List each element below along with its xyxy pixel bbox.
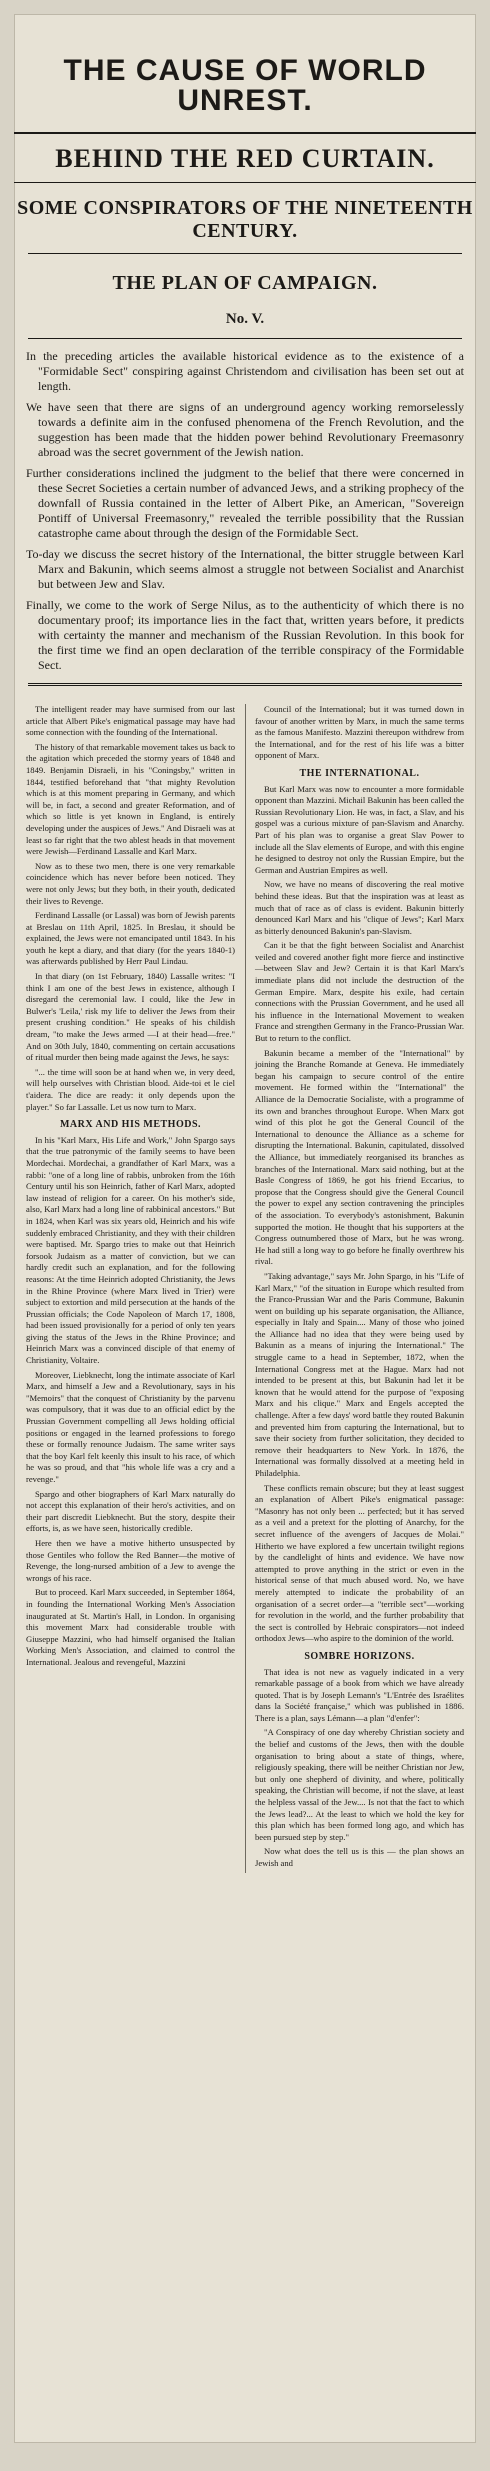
- divider: [28, 338, 462, 339]
- body-paragraph: Now, we have no means of discovering the real motive behind these ideas. But that the inspiration was at least as much that of race as of class is evident. Bakunin bitterly denounced Karl Marx and his "clique of Jews"; Karl Marx as bitterly denounced Bakunin's pan-Slavism.: [255, 879, 464, 936]
- divider: [28, 253, 462, 254]
- body-paragraph: Moreover, Liebknecht, long the intimate associate of Karl Marx, and himself a Jew and a Revolutionary, says in his "Memoirs" that the conquest of Christianity by the parvenu was compulsory, that it was due to an official edict by the Prussian Government compelling all Jews holding official positions or engaged in the learned professions to forego these or formally renounce Judaism. The same writer says that the boy Karl felt keenly this insult to his race, of which he was so proud, and that "his whole life was a cry and a revenge.": [26, 1369, 235, 1484]
- body-paragraph: Here then we have a motive hitherto unsuspected by those Gentiles who follow the Red Banner—the motive of Revenge, the long-nursed ambition of a Jew to avenge the wrongs of his race.: [26, 1537, 235, 1583]
- body-paragraph: But to proceed. Karl Marx succeeded, in September 1864, in founding the International Working Men's Association inaugurated at St. Martin's Hall, in London. In organising this movement Marx had considerable trouble with Giuseppe Mazzini, who had himself organised the Italian Working Men's Association, and claimed to control the International. Jealous and revengeful, Mazzini: [26, 1587, 235, 1667]
- body-paragraph: "Taking advantage," says Mr. John Spargo, in his "Life of Karl Marx," "of the situation in Europe which resulted from the Franco-Prussian War and the Paris Commune, Bakunin went on building up his separate organisation, the Alliance, especially in Italy and Spain.... Many of those who joined the Alliance had no idea that they were being used by Bakunin as a means of injuring the International." The struggle came to a head in September, 1872, when the International Congress met at the Hague. Marx had not intended to be present at this, but Bakunin had let it be known that he would attend for the purpose of "exposing Marx and his clique." Marx and Engels accepted the challenge. After a few days' word battle they routed Bakunin and prevented him from capturing the International, but to save their society from further solicitation, they decided to remove their headquarters to New York. In 1876, the International was formally dissolved at a meeting held in Philadelphia.: [255, 1270, 464, 1478]
- left-column: [26, 704, 235, 1873]
- body-columns: [14, 696, 476, 1873]
- body-paragraph: Can it be that the fight between Socialist and Anarchist veiled and covered another fight more fierce and instinctive—between Slav and Jew? Certain it is that Karl Marx's immediate plans did not include the destruction of the German Empire. Marx, despite his exile, had certain connections with the Prussian Government, and he used all his influence in the International Movement to weaken France and strengthen Germany in the Franco-Prussian War. But to return to the conflict.: [255, 940, 464, 1044]
- body-paragraph: Now what does the tell us is this — the plan shows an Jewish and: [255, 1846, 464, 1868]
- body-paragraph: In that diary (on 1st February, 1840) Lassalle writes: "I think I am one of the best Jews in existence, although I disregard the ceremonial law. I could, like the Jew in Bulwer's 'Leila,' risk my life to deliver the Jews from their present crushing condition." He speaks of his childish dream, "to make the Jews armed —I at their head—free." And on 30th July, 1840, commenting on certain accusations of ritual murder then being made against the Jews, he says:: [26, 971, 235, 1063]
- subheading-curtain: BEHIND THE RED CURTAIN.: [14, 132, 476, 183]
- body-paragraph: Bakunin became a member of the "International" by joining the Branche Romande at Geneva. He immediately began his campaign to secure control of the entire movement. He formed within the "International" the Alliance de la Democratie Socialiste, with a programme of its own and branches throughout Europe. When Marx got wind of this plot he got the General Council of the International to denounce the Alliance as a scheme for disrupting the International. Bakunin, capitulated, dissolved the Alliance, but immediately reorganised its branches as branches of the International. Marx said nothing, but at the Basle Congress of 1869, he got his friend Eccarius, to propose that the Congress should give the General Council the power to expel any section contravening the principles of the association. To everybody's astonishment, Bakunin supported the motion. He thought that his supporters at the Congress outnumbered those of Marx, but he was wrong. He had still a long way to go before he finally overthrew his rival.: [255, 1047, 464, 1267]
- body-paragraph: These conflicts remain obscure; but they at least suggest an explanation of Albert Pike's enigmatical passage: "Masonry has not only been ... perfected; but it has served as a veil and a pretext for the plotting of Anarchy, for the secret influence of the avengers of Jacques de Molai." Hitherto we have explored a few uncertain twilight regions by the candlelight of hints and evidence. We have now attempted to prove anything in the strict or even in the historical sense of that much abused word. No, we have merely attempted to indicate the probability of an organisation of a secret order—a "terrible sect"—working for revolution in the world, and the further probability that the sect is controlled by Hebraic conspirators—not indeed orthodox Jews—who aspire to the dominion of the world.: [255, 1482, 464, 1644]
- intro-paragraph: In the preceding articles the available historical evidence as to the existence of a "Formidable Sect" conspiring against Christendom and civilisation has been set out at length.: [26, 349, 464, 393]
- section-heading-marx: MARX AND HIS METHODS.: [59, 1119, 202, 1131]
- section-heading-international: THE INTERNATIONAL.: [299, 767, 420, 779]
- body-paragraph: Now as to these two men, there is one very remarkable coincidence which has never before been noticed. They were not only Jews; but they both, in their youth, dedicated their lives to Revenge.: [26, 860, 235, 906]
- subheading-conspirators: SOME CONSPIRATORS OF THE NINETEENTH CENTURY.: [17, 197, 473, 242]
- intro-paragraph: Further considerations inclined the judgment to the belief that there were concerned in these Secret Societies a certain number of advanced Jews, and a striking prophecy of the downfall of Russia contained in the letter of Albert Pike, an American, "Sovereign Pontiff of Universal Freemasonry," revealed the terrible possibility that the Russian catastrophe came about through the design of the Formidable Sect.: [26, 466, 464, 540]
- body-paragraph: In his "Karl Marx, His Life and Work," John Spargo says that the true patronymic of the family seems to have been Mordechai. Mordechai, a grandfather of Karl Marx, was a rabbi: "one of a long line of rabbis, unbroken from the 16th Century until his son Heinrich, father of Karl Marx, adopted law instead of religion for a career. On his mother's side, also, Karl Marx had a long line of rabbinical ancestors." But in 1824, when Karl was six years old, Heinrich and his wife suddenly embraced Christianity, and they with their children were baptised. Mr. Spargo tries to make out that Heinrich forsook Judaism as a matter of conviction, but we can hardly credit such an explanation, and for the following reasons: At the time Heinrich adopted Christianity, the Jews in the Rhine Province (where Marx lived in Trier) were subject to extortion and mild persecution at the hands of the Prussian officials; the Code Napoleon of March 17, 1808, had been issued provisionally for a period of only ten years giving the status of the Jews in the Rhine Province; and Heinrich Marx was a convinced disciple of that enemy of Christianity, Voltaire.: [26, 1134, 235, 1366]
- body-paragraph: "A Conspiracy of one day whereby Christian society and the belief and customs of the Jews, then with the double organisation to bring about a state of things, where, religiously speaking, there will be neither Christian nor Jew, but only one shepherd of divinity, and where, politically speaking, the Christian will become, if not the slave, at least the helpless vassal of the Jew.... Is not that the fact to which the Jews lead?... At the least to which we hold the key for this plan which has been formed long ago, and which has been pursued step by step.": [255, 1727, 464, 1842]
- body-paragraph: The intelligent reader may have surmised from our last article that Albert Pike's enigmatical passage may have had some connection with the founding of the International.: [26, 704, 235, 738]
- divider: [28, 683, 462, 686]
- article-number: No. V.: [225, 311, 265, 327]
- newspaper-page: [14, 14, 476, 2443]
- body-paragraph: Council of the International; but it was turned down in favour of another written by Marx, in much the same terms as the famous Manifesto. Mazzini thereupon withdrew from the International, and for the rest of his life was a bitter opponent of Marx.: [255, 704, 464, 761]
- intro-paragraph: We have seen that there are signs of an underground agency working remorselessly towards a definite aim in the confused phenomena of the French Revolution, and the suggestion has been made that the hidden power behind Revolutionary Freemasonry abroad was the secret government of the Jewish nation.: [26, 400, 464, 459]
- body-paragraph: Spargo and other biographers of Karl Marx naturally do not accept this explanation of their hero's activities, and on their part discredit Liebknecht. But the story, despite their efforts, is, as we have seen, historically credible.: [26, 1488, 235, 1534]
- subheading-plan: THE PLAN OF CAMPAIGN.: [112, 272, 378, 294]
- body-paragraph: That idea is not new as vaguely indicated in a very remarkable passage of a book from which we have already quoted. That is by Joseph Lemann's "L'Entrée des Israélites dans la Société française," which was published in 1886. There is a plan, says Lémann—a plan "d'enfer":: [255, 1666, 464, 1723]
- right-column: [245, 704, 464, 1873]
- headline: THE CAUSE OF WORLD UNREST.: [63, 54, 427, 117]
- intro-paragraph: To-day we discuss the secret history of the International, the bitter struggle between Karl Marx and Bakunin, which seems almost a struggle not between Socialist and Anarchist but between Jew and Slav.: [26, 547, 464, 591]
- body-paragraph: Ferdinand Lassalle (or Lassal) was born of Jewish parents at Breslau on 11th April, 1825. In Breslau, it should be explained, the Jews were not emancipated until 1843. In his youth he kept a diary, and that diary (for the years 1840-1) was afterwards published by Herr Paul Lindau.: [26, 910, 235, 967]
- intro-summary: [14, 349, 476, 673]
- body-paragraph: The history of that remarkable movement takes us back to the agitation which preceded the stormy years of 1848 and 1849. Benjamin Disraeli, in his "Coningsby," written in 1844, testified beforehand that "that mighty Revolution which is at this moment preparing in Germany, and which will be, in fact, a second and greater Reformation, and of which so little is yet known in England, is entirely developing under the auspices of Jews." And Disraeli was at least so far right that the two ablest heads in that movement were Jewish—Ferdinand Lassalle and Karl Marx.: [26, 741, 235, 857]
- body-paragraph: But Karl Marx was now to encounter a more formidable opponent than Mazzini. Michail Bakunin has been called the Russian Revolutionary Lion. He was, in fact, a Slav, and his gospel was a curious mixture of pan-Slavism and Anarchy. Part of his plan was to organise a great Slav Power to include all the Slav elements of Europe, and with this engine he designed to destroy not only the Russian Empire, but the German and Austrian Empires as well.: [255, 783, 464, 875]
- section-heading-horizons: SOMBRE HORIZONS.: [304, 1650, 415, 1662]
- intro-paragraph: Finally, we come to the work of Serge Nilus, as to the authenticity of which there is no documentary proof; its importance lies in the fact that, written years before, it predicts with certainty the manner and mechanism of the Russian Revolution. In this book for the first time we find an open declaration of the terrible conspiracy of the Formidable Sect.: [26, 598, 464, 672]
- body-paragraph: "... the time will soon be at hand when we, in very deed, will help ourselves with Christian blood. Aide-toi et le ciel t'aidera. The dice are ready: it only depends upon the player." So far Lassalle. Let us now turn to Marx.: [26, 1066, 235, 1112]
